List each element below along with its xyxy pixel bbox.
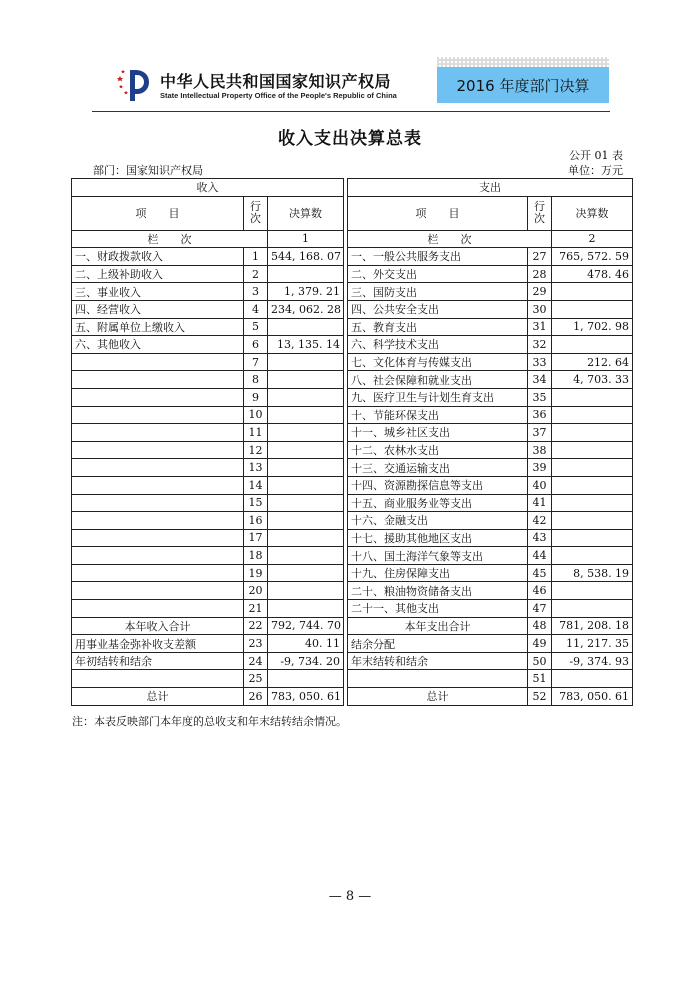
table-row bbox=[72, 336, 633, 354]
expense-amount-cell: 212. 64 bbox=[552, 353, 633, 371]
expense-line-cell: 27 bbox=[528, 248, 552, 266]
income-item-cell bbox=[72, 512, 244, 530]
income-line-cell: 12 bbox=[244, 441, 268, 459]
income-amount-cell bbox=[268, 547, 344, 565]
org-name-en: State Intellectual Property Office of the People's Republic of China bbox=[160, 91, 397, 100]
income-line-cell: 25 bbox=[244, 670, 268, 688]
expense-item-cell: 九、医疗卫生与计划生育支出 bbox=[348, 388, 528, 406]
expense-amount-label: 决算数 bbox=[552, 196, 633, 230]
expense-amount-cell: 783, 050. 61 bbox=[552, 688, 633, 706]
expense-header: 支出 bbox=[348, 179, 633, 197]
income-line-cell: 19 bbox=[244, 564, 268, 582]
income-line-cell: 3 bbox=[244, 283, 268, 301]
header-rule bbox=[92, 111, 610, 112]
income-item-cell bbox=[72, 600, 244, 618]
income-amount-cell bbox=[268, 371, 344, 389]
table-row bbox=[72, 512, 633, 530]
table-row bbox=[72, 582, 633, 600]
income-amount-cell bbox=[268, 318, 344, 336]
expense-item-cell: 十四、资源勘探信息等支出 bbox=[348, 476, 528, 494]
expense-amount-cell bbox=[552, 600, 633, 618]
expense-amount-cell bbox=[552, 459, 633, 477]
expense-item-cell: 结余分配 bbox=[348, 635, 528, 653]
org-name-cn: 中华人民共和国国家知识产权局 bbox=[160, 72, 392, 91]
income-amount-cell: 13, 135. 14 bbox=[268, 336, 344, 354]
expense-amount-cell bbox=[552, 441, 633, 459]
expense-item-cell: 十二、农林水支出 bbox=[348, 441, 528, 459]
income-amount-cell: 234, 062. 28 bbox=[268, 300, 344, 318]
income-amount-cell bbox=[268, 529, 344, 547]
income-header: 收入 bbox=[72, 179, 344, 197]
table-row bbox=[72, 300, 633, 318]
expense-item-cell: 十六、金融支出 bbox=[348, 512, 528, 530]
expense-amount-cell bbox=[552, 582, 633, 600]
expense-item-cell: 五、教育支出 bbox=[348, 318, 528, 336]
income-line-label: 行次 bbox=[244, 196, 268, 230]
table-row bbox=[72, 635, 633, 653]
expense-item-cell: 一、一般公共服务支出 bbox=[348, 248, 528, 266]
income-item-cell bbox=[72, 547, 244, 565]
expense-line-cell: 34 bbox=[528, 371, 552, 389]
income-amount-cell bbox=[268, 670, 344, 688]
expense-item-cell: 七、文化体育与传媒支出 bbox=[348, 353, 528, 371]
expense-line-cell: 29 bbox=[528, 283, 552, 301]
income-line-cell: 13 bbox=[244, 459, 268, 477]
income-line-cell: 7 bbox=[244, 353, 268, 371]
table-row bbox=[72, 600, 633, 618]
expense-item-cell bbox=[348, 670, 528, 688]
expense-amount-cell bbox=[552, 283, 633, 301]
income-line-cell: 23 bbox=[244, 635, 268, 653]
income-amount-cell: 792, 744. 70 bbox=[268, 617, 344, 635]
table-row bbox=[72, 459, 633, 477]
income-item-cell: 二、上级补助收入 bbox=[72, 265, 244, 283]
expense-amount-cell bbox=[552, 476, 633, 494]
expense-amount-cell bbox=[552, 512, 633, 530]
expense-item-cell: 总计 bbox=[348, 688, 528, 706]
table-row bbox=[72, 265, 633, 283]
income-amount-cell bbox=[268, 476, 344, 494]
expense-amount-cell bbox=[552, 670, 633, 688]
expense-item-cell: 二、外交支出 bbox=[348, 265, 528, 283]
income-amount-cell: -9, 734. 20 bbox=[268, 652, 344, 670]
income-col-label: 栏 次 bbox=[72, 230, 268, 248]
income-item-cell bbox=[72, 441, 244, 459]
expense-item-cell: 六、科学技术支出 bbox=[348, 336, 528, 354]
income-line-cell: 17 bbox=[244, 529, 268, 547]
expense-amount-cell bbox=[552, 547, 633, 565]
income-amount-cell bbox=[268, 424, 344, 442]
expense-line-cell: 41 bbox=[528, 494, 552, 512]
income-amount-cell bbox=[268, 459, 344, 477]
expense-item-cell: 十九、住房保障支出 bbox=[348, 564, 528, 582]
table-row bbox=[72, 371, 633, 389]
expense-line-cell: 40 bbox=[528, 476, 552, 494]
income-amount-cell: 1, 379. 21 bbox=[268, 283, 344, 301]
income-item-cell bbox=[72, 424, 244, 442]
table-row bbox=[72, 670, 633, 688]
expense-item-cell: 三、国防支出 bbox=[348, 283, 528, 301]
table-row bbox=[72, 424, 633, 442]
expense-line-cell: 32 bbox=[528, 336, 552, 354]
expense-amount-cell bbox=[552, 406, 633, 424]
income-line-cell: 14 bbox=[244, 476, 268, 494]
income-expense-table bbox=[71, 178, 633, 706]
expense-line-cell: 52 bbox=[528, 688, 552, 706]
expense-line-cell: 44 bbox=[528, 547, 552, 565]
income-item-cell: 用事业基金弥补收支差额 bbox=[72, 635, 244, 653]
expense-line-cell: 28 bbox=[528, 265, 552, 283]
income-amount-cell bbox=[268, 494, 344, 512]
income-item-cell bbox=[72, 353, 244, 371]
table-row bbox=[72, 547, 633, 565]
income-amount-cell bbox=[268, 441, 344, 459]
expense-line-cell: 45 bbox=[528, 564, 552, 582]
expense-line-cell: 37 bbox=[528, 424, 552, 442]
expense-amount-cell bbox=[552, 300, 633, 318]
income-item-cell bbox=[72, 494, 244, 512]
income-line-cell: 1 bbox=[244, 248, 268, 266]
income-line-cell: 9 bbox=[244, 388, 268, 406]
income-line-cell: 24 bbox=[244, 652, 268, 670]
page-number: — 8 — bbox=[328, 889, 372, 904]
table-row bbox=[72, 441, 633, 459]
table-row bbox=[72, 529, 633, 547]
expense-line-cell: 49 bbox=[528, 635, 552, 653]
table-row bbox=[72, 318, 633, 336]
income-amount-cell bbox=[268, 512, 344, 530]
expense-line-cell: 46 bbox=[528, 582, 552, 600]
doc-tag-label: 2016 年度部门决算 bbox=[437, 67, 609, 103]
income-amount-cell bbox=[268, 353, 344, 371]
expense-col-number: 2 bbox=[552, 230, 633, 248]
expense-line-cell: 48 bbox=[528, 617, 552, 635]
expense-amount-cell bbox=[552, 336, 633, 354]
expense-item-cell: 八、社会保障和就业支出 bbox=[348, 371, 528, 389]
doc-tag bbox=[437, 57, 609, 103]
income-item-cell bbox=[72, 388, 244, 406]
expense-line-cell: 31 bbox=[528, 318, 552, 336]
income-line-cell: 21 bbox=[244, 600, 268, 618]
table-row bbox=[72, 406, 633, 424]
expense-amount-cell: 765, 572. 59 bbox=[552, 248, 633, 266]
expense-item-cell: 十、节能环保支出 bbox=[348, 406, 528, 424]
expense-amount-cell: 781, 208. 18 bbox=[552, 617, 633, 635]
sipo-logo-icon bbox=[113, 64, 153, 104]
income-item-cell: 总计 bbox=[72, 688, 244, 706]
unit-label: 单位：万元 bbox=[568, 164, 623, 177]
income-line-cell: 20 bbox=[244, 582, 268, 600]
income-item-cell bbox=[72, 582, 244, 600]
table-row bbox=[72, 353, 633, 371]
income-item-cell: 本年收入合计 bbox=[72, 617, 244, 635]
expense-amount-cell bbox=[552, 529, 633, 547]
expense-amount-cell: -9, 374. 93 bbox=[552, 652, 633, 670]
table-row bbox=[72, 283, 633, 301]
income-line-cell: 6 bbox=[244, 336, 268, 354]
income-line-cell: 18 bbox=[244, 547, 268, 565]
expense-item-cell: 本年支出合计 bbox=[348, 617, 528, 635]
expense-line-cell: 51 bbox=[528, 670, 552, 688]
expense-item-cell: 年末结转和结余 bbox=[348, 652, 528, 670]
expense-item-cell: 二十一、其他支出 bbox=[348, 600, 528, 618]
expense-col-label: 栏 次 bbox=[348, 230, 552, 248]
form-number: 公开 01 表 bbox=[569, 149, 623, 162]
income-line-cell: 5 bbox=[244, 318, 268, 336]
table-row bbox=[72, 388, 633, 406]
income-line-cell: 15 bbox=[244, 494, 268, 512]
income-line-cell: 10 bbox=[244, 406, 268, 424]
table-row bbox=[72, 494, 633, 512]
income-item-cell: 五、附属单位上缴收入 bbox=[72, 318, 244, 336]
expense-item-cell: 十八、国土海洋气象等支出 bbox=[348, 547, 528, 565]
income-line-cell: 16 bbox=[244, 512, 268, 530]
expense-line-cell: 39 bbox=[528, 459, 552, 477]
income-item-cell bbox=[72, 371, 244, 389]
expense-amount-cell: 478. 46 bbox=[552, 265, 633, 283]
page-title: 收入支出决算总表 bbox=[278, 129, 422, 149]
expense-line-cell: 42 bbox=[528, 512, 552, 530]
expense-amount-cell: 11, 217. 35 bbox=[552, 635, 633, 653]
expense-line-cell: 50 bbox=[528, 652, 552, 670]
income-amount-cell: 544, 168. 07 bbox=[268, 248, 344, 266]
expense-line-cell: 43 bbox=[528, 529, 552, 547]
expense-line-cell: 33 bbox=[528, 353, 552, 371]
department-label: 部门：国家知识产权局 bbox=[93, 164, 203, 177]
expense-amount-cell bbox=[552, 494, 633, 512]
table-row bbox=[72, 688, 633, 706]
income-item-cell bbox=[72, 459, 244, 477]
table-row bbox=[72, 248, 633, 266]
income-amount-cell bbox=[268, 265, 344, 283]
income-item-cell: 三、事业收入 bbox=[72, 283, 244, 301]
expense-item-cell: 十三、交通运输支出 bbox=[348, 459, 528, 477]
income-item-cell bbox=[72, 564, 244, 582]
income-line-cell: 8 bbox=[244, 371, 268, 389]
expense-line-cell: 47 bbox=[528, 600, 552, 618]
expense-line-cell: 38 bbox=[528, 441, 552, 459]
expense-line-cell: 35 bbox=[528, 388, 552, 406]
income-line-cell: 26 bbox=[244, 688, 268, 706]
income-item-cell bbox=[72, 670, 244, 688]
income-amount-cell bbox=[268, 600, 344, 618]
expense-item-cell: 四、公共安全支出 bbox=[348, 300, 528, 318]
expense-amount-cell: 8, 538. 19 bbox=[552, 564, 633, 582]
income-amount-cell: 40. 11 bbox=[268, 635, 344, 653]
income-item-cell bbox=[72, 476, 244, 494]
income-amount-cell bbox=[268, 564, 344, 582]
income-item-label: 项 目 bbox=[72, 196, 244, 230]
income-amount-label: 决算数 bbox=[268, 196, 344, 230]
income-amount-cell bbox=[268, 388, 344, 406]
expense-item-cell: 十五、商业服务业等支出 bbox=[348, 494, 528, 512]
income-line-cell: 2 bbox=[244, 265, 268, 283]
table-row bbox=[72, 617, 633, 635]
expense-item-cell: 二十、粮油物资储备支出 bbox=[348, 582, 528, 600]
expense-amount-cell bbox=[552, 388, 633, 406]
income-item-cell: 年初结转和结余 bbox=[72, 652, 244, 670]
income-col-number: 1 bbox=[268, 230, 344, 248]
table-row bbox=[72, 564, 633, 582]
expense-item-cell: 十七、援助其他地区支出 bbox=[348, 529, 528, 547]
income-item-cell: 四、经营收入 bbox=[72, 300, 244, 318]
income-amount-cell: 783, 050. 61 bbox=[268, 688, 344, 706]
income-line-cell: 11 bbox=[244, 424, 268, 442]
income-item-cell: 六、其他收入 bbox=[72, 336, 244, 354]
expense-item-cell: 十一、城乡社区支出 bbox=[348, 424, 528, 442]
expense-item-label: 项 目 bbox=[348, 196, 528, 230]
footnote: 注：本表反映部门本年度的总收支和年末结转结余情况。 bbox=[72, 715, 347, 728]
expense-amount-cell bbox=[552, 424, 633, 442]
income-line-cell: 22 bbox=[244, 617, 268, 635]
income-item-cell bbox=[72, 529, 244, 547]
income-line-cell: 4 bbox=[244, 300, 268, 318]
expense-amount-cell: 4, 703. 33 bbox=[552, 371, 633, 389]
income-item-cell: 一、财政拨款收入 bbox=[72, 248, 244, 266]
table-row bbox=[72, 652, 633, 670]
table-row bbox=[72, 476, 633, 494]
income-amount-cell bbox=[268, 406, 344, 424]
expense-line-cell: 30 bbox=[528, 300, 552, 318]
expense-line-label: 行次 bbox=[528, 196, 552, 230]
income-amount-cell bbox=[268, 582, 344, 600]
income-item-cell bbox=[72, 406, 244, 424]
expense-line-cell: 36 bbox=[528, 406, 552, 424]
expense-amount-cell: 1, 702. 98 bbox=[552, 318, 633, 336]
